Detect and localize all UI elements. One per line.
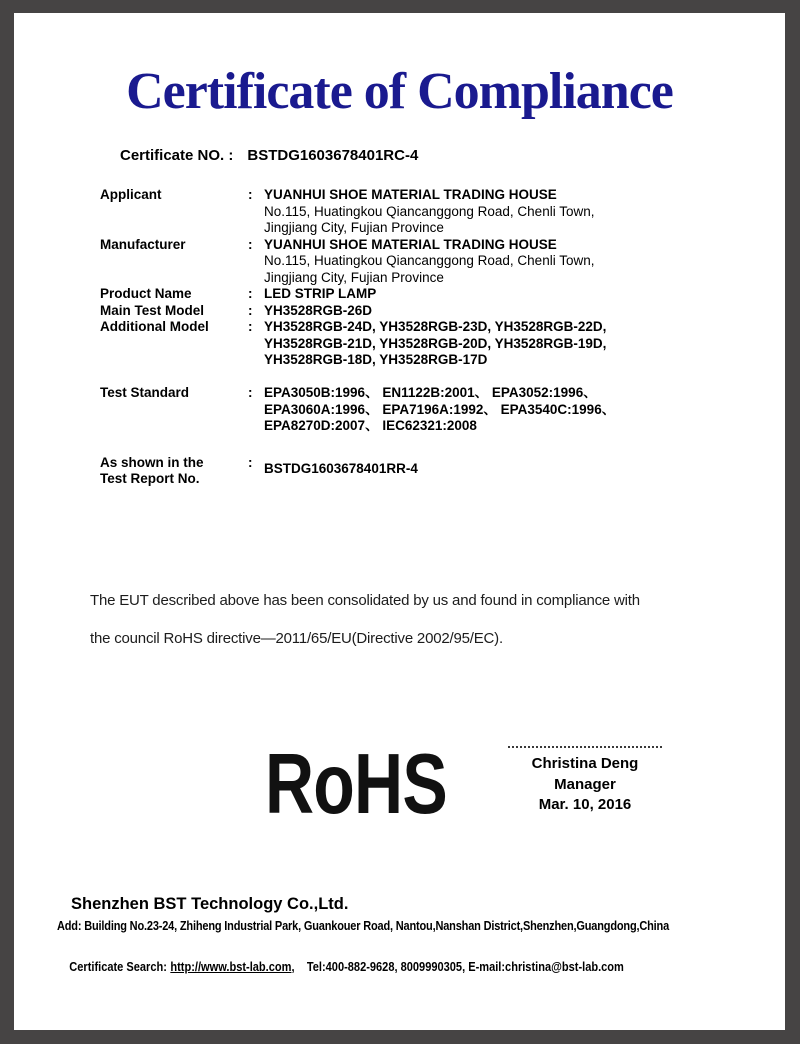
product-name-label: Product Name bbox=[100, 286, 192, 301]
product-name-value: LED STRIP LAMP bbox=[264, 286, 377, 301]
signatory-title: Manager bbox=[554, 775, 616, 793]
signature-date: Mar. 10, 2016 bbox=[538, 796, 632, 813]
product-name-row bbox=[100, 286, 740, 303]
test-standard-line3: EPA8270D:2007、 IEC62321:2008 bbox=[264, 418, 477, 433]
test-standard-line1: EPA3050B:1996、 EN1122B:2001、 EPA3052:1996、 bbox=[264, 385, 597, 400]
main-test-model-row bbox=[100, 303, 740, 320]
signatory-name: Christina Deng bbox=[531, 755, 639, 772]
applicant-label: Applicant bbox=[100, 187, 162, 202]
signature-dotted-line bbox=[508, 746, 662, 748]
compliance-statement bbox=[90, 590, 740, 666]
certificate-search-label: Certificate Search: bbox=[69, 959, 167, 974]
certificate-page bbox=[14, 13, 785, 1030]
test-report-row bbox=[100, 455, 740, 488]
certificate-search-link[interactable]: http://www.bst-lab.com bbox=[170, 959, 292, 974]
compliance-statement-line2: the council RoHS directive—2011/65/EU(Directive 2002/95/EC). bbox=[90, 630, 503, 647]
certificate-number-value: BSTDG1603678401RC-4 bbox=[247, 147, 419, 164]
manufacturer-address-line2: Jingjiang City, Fujian Province bbox=[264, 269, 444, 285]
test-standard-row bbox=[100, 385, 740, 435]
manufacturer-row bbox=[100, 237, 740, 287]
certificate-search-line bbox=[57, 944, 624, 989]
colon-separator: : bbox=[248, 236, 253, 252]
colon-separator: : bbox=[248, 385, 253, 400]
additional-model-line3: YH3528RGB-18D, YH3528RGB-17D bbox=[264, 352, 488, 367]
test-report-label-line2: Test Report No. bbox=[100, 471, 200, 486]
additional-model-line2: YH3528RGB-21D, YH3528RGB-20D, YH3528RGB-19D, bbox=[264, 335, 607, 351]
certificate-number bbox=[120, 147, 418, 164]
manufacturer-name: YUANHUI SHOE MATERIAL TRADING HOUSE bbox=[264, 236, 557, 252]
test-report-number: BSTDG1603678401RR-4 bbox=[264, 460, 418, 476]
additional-model-row bbox=[100, 319, 740, 369]
colon-separator: : bbox=[248, 187, 253, 202]
test-standard-label: Test Standard bbox=[100, 385, 190, 400]
main-test-model-label: Main Test Model bbox=[100, 302, 205, 318]
issuer-company-name: Shenzhen BST Technology Co.,Ltd. bbox=[71, 895, 349, 913]
main-test-model-value: YH3528RGB-26D bbox=[264, 302, 373, 318]
colon-separator: : bbox=[248, 302, 253, 318]
colon-separator: : bbox=[248, 286, 253, 301]
compliance-statement-line1: The EUT described above has been consolidated by us and found in compliance with bbox=[90, 592, 640, 609]
certificate-fields bbox=[100, 187, 740, 488]
issuer-address: Add: Building No.23-24, Zhiheng Industrial Park, Guankouer Road, Nantou,Nanshan District,Shenzhen,Guangdong,China bbox=[57, 919, 670, 933]
colon-separator: : bbox=[248, 454, 253, 470]
additional-model-line1: YH3528RGB-24D, YH3528RGB-23D, YH3528RGB-22D, bbox=[264, 319, 607, 334]
test-report-label-line1: As shown in the bbox=[100, 454, 204, 470]
certificate-contact-info: , Tel:400-882-9628, 8009990305, E-mail:christina@bst-lab.com bbox=[291, 959, 624, 974]
manufacturer-address-line1: No.115, Huatingkou Qiancanggong Road, Chenli Town, bbox=[264, 253, 595, 268]
signature-block bbox=[508, 746, 662, 816]
additional-model-label: Additional Model bbox=[100, 319, 209, 334]
manufacturer-label: Manufacturer bbox=[100, 236, 186, 252]
test-standard-line2: EPA3060A:1996、 EPA7196A:1992、 EPA3540C:1996、 bbox=[264, 401, 616, 417]
applicant-row bbox=[100, 187, 740, 237]
applicant-address-line2: Jingjiang City, Fujian Province bbox=[264, 220, 444, 235]
applicant-name: YUANHUI SHOE MATERIAL TRADING HOUSE bbox=[264, 187, 557, 202]
certificate-title: Certificate of Compliance bbox=[126, 63, 673, 120]
applicant-address-line1: No.115, Huatingkou Qiancanggong Road, Chenli Town, bbox=[264, 203, 595, 219]
certificate-number-label: Certificate NO. : bbox=[120, 147, 234, 164]
rohs-logo: RoHS bbox=[265, 737, 447, 832]
colon-separator: : bbox=[248, 319, 253, 334]
